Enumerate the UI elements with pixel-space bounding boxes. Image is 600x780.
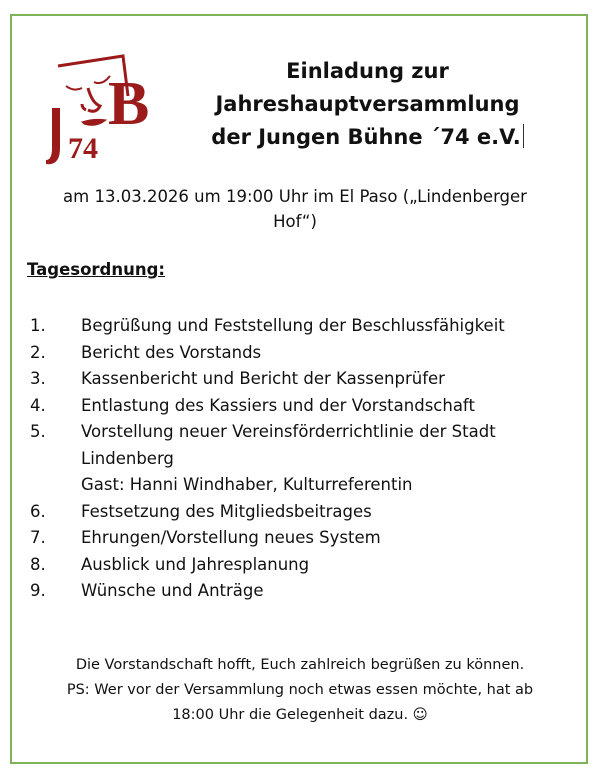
agenda-item-line: Begrüßung und Feststellung der Beschlussfähigkeit xyxy=(81,316,505,335)
footer-line: 18:00 Uhr die Gelegenheit dazu. ☺ xyxy=(172,707,428,723)
agenda-item-text xyxy=(81,366,445,393)
agenda-item-text xyxy=(81,525,381,552)
agenda-item-number: 3. xyxy=(30,369,46,388)
agenda-item-line: Ausblick und Jahresplanung xyxy=(81,554,310,574)
agenda-item-text xyxy=(81,340,261,367)
agenda-list xyxy=(30,313,575,605)
agenda-item-number: 8. xyxy=(30,554,46,574)
agenda-heading: Tagesordnung: xyxy=(27,260,166,279)
title-line: Einladung zur xyxy=(286,59,449,83)
agenda-item-number: 9. xyxy=(30,581,46,600)
agenda-item-line: Ehrungen/Vorstellung neues System xyxy=(81,528,381,547)
agenda-item-number: 2. xyxy=(30,342,46,362)
agenda-item-text xyxy=(81,552,309,579)
agenda-item-text xyxy=(81,578,264,605)
date-location xyxy=(30,184,560,234)
agenda-item xyxy=(30,393,575,420)
agenda-item xyxy=(30,340,575,367)
date-line-2: Hof“) xyxy=(273,212,317,231)
text-cursor xyxy=(523,124,524,148)
agenda-item xyxy=(30,525,575,552)
agenda-item xyxy=(30,419,575,499)
title-line: der Jungen Bühne ´74 e.V. xyxy=(211,125,521,149)
agenda-item xyxy=(30,499,575,526)
agenda-item-line: Wünsche und Anträge xyxy=(81,581,264,600)
agenda-item-number: 5. xyxy=(30,422,46,441)
agenda-item-line: Bericht des Vorstands xyxy=(81,342,262,362)
agenda-item xyxy=(30,578,575,605)
agenda-item-line: Lindenberg xyxy=(81,448,174,468)
agenda-item-text xyxy=(81,419,496,499)
svg-text:74: 74 xyxy=(68,132,98,165)
agenda-item xyxy=(30,313,575,340)
agenda-item-number: 6. xyxy=(30,501,46,521)
agenda-item-number: 7. xyxy=(30,528,46,547)
agenda-item-line: Kassenbericht und Bericht der Kassenprüfer xyxy=(81,369,445,388)
agenda-item-text xyxy=(81,393,475,420)
agenda-item-line: Gast: Hanni Windhaber, Kulturreferentin xyxy=(81,475,413,494)
title-line: Jahreshauptversammlung xyxy=(215,92,520,116)
agenda-item-text xyxy=(81,313,505,340)
agenda-item xyxy=(30,366,575,393)
agenda-item-number: 1. xyxy=(30,316,46,335)
agenda-item xyxy=(30,552,575,579)
page-title xyxy=(190,55,545,154)
footer-note xyxy=(20,653,580,728)
footer-line: Die Vorstandschaft hofft, Euch zahlreich begrüßen zu können. xyxy=(75,657,525,673)
agenda-item-line: Entlastung des Kassiers und der Vorstandschaft xyxy=(81,395,475,415)
footer-line: PS: Wer vor der Versammlung noch etwas essen möchte, hat ab xyxy=(66,682,534,698)
svg-text:B: B xyxy=(108,70,150,138)
junge-buehne-logo xyxy=(38,48,164,170)
agenda-item-line: Festsetzung des Mitgliedsbeitrages xyxy=(81,501,372,521)
agenda-item-number: 4. xyxy=(30,395,46,415)
agenda-item-line: Vorstellung neuer Vereinsförderrichtlinie der Stadt xyxy=(81,422,496,441)
date-line-1: am 13.03.2026 um 19:00 Uhr im El Paso („Lindenberger xyxy=(63,187,527,206)
agenda-item-text xyxy=(81,499,372,526)
